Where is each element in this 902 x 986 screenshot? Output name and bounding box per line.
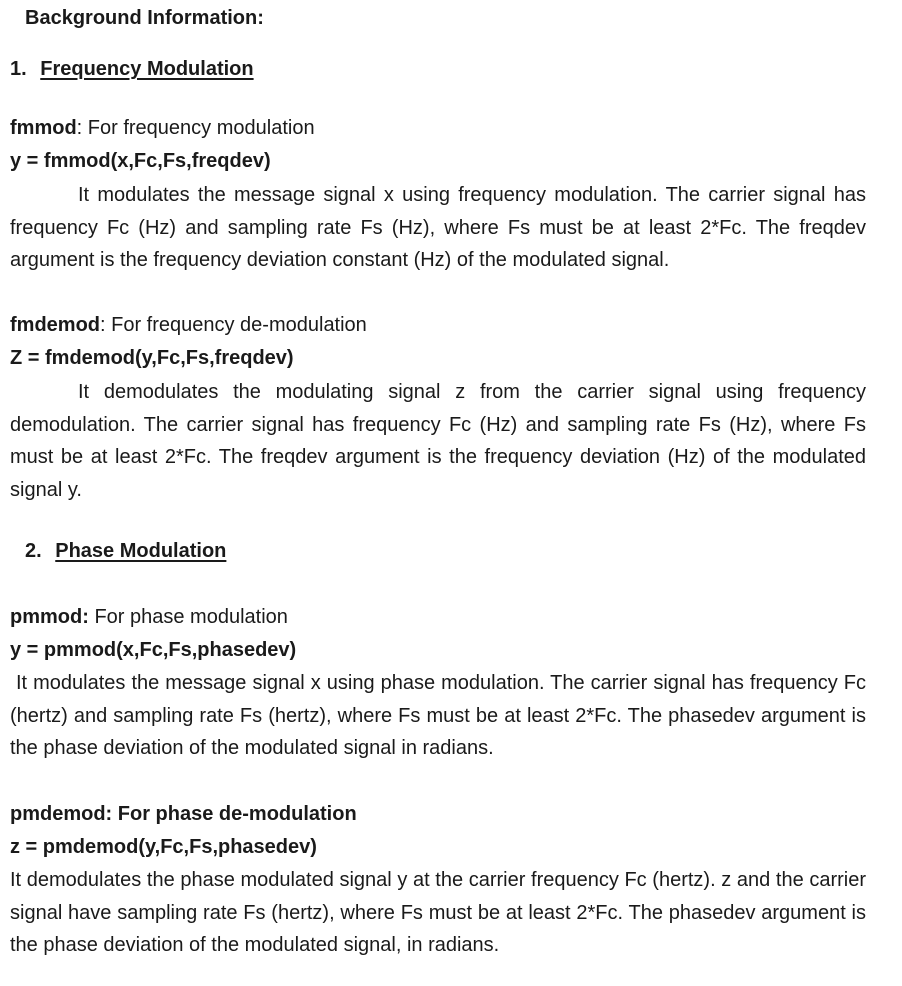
pmmod-heading — [10, 604, 288, 630]
fmmod-heading — [10, 115, 315, 141]
section-1-title: Frequency Modulation — [40, 58, 254, 80]
background-title: Background Information: — [25, 7, 264, 29]
pmdemod-heading: pmdemod: For phase de-modulation — [10, 803, 357, 825]
pmdemod-syntax: z = pmdemod(y,Fc,Fs,phasedev) — [10, 836, 317, 858]
section-2-number: 2. — [25, 540, 42, 562]
pmdemod-paragraph: It demodulates the phase modulated signal y at the carrier frequency Fc (hertz). z and the carrier signal have sampling rate Fs (hertz), where Fs must be at least 2*Fc. The phasedev argument is the phase deviation of the modulated signal, in radians. — [10, 869, 866, 957]
fmmod-desc: : For frequency modulation — [76, 117, 315, 139]
pmmod-syntax: y = pmmod(x,Fc,Fs,phasedev) — [10, 639, 297, 661]
fmdemod-paragraph: It demodulates the modulating signal z from the carrier signal using frequency demodulation. The carrier signal has frequency Fc (Hz) and sampling rate Fs (Hz), where Fs must be at least 2*Fc. The freqdev argument is the frequency deviation (Hz) of the modulated signal y. — [10, 381, 866, 502]
section-2-heading — [25, 538, 226, 564]
pmmod-paragraph: It modulates the message signal x using phase modulation. The carrier signal has frequency Fc (hertz) and sampling rate Fs (hertz), where Fs must be at least 2*Fc. The phasedev argument is the phase deviation of the modulated signal in radians. — [10, 672, 866, 760]
fmmod-paragraph: It modulates the message signal x using frequency modulation. The carrier signal has frequency Fc (Hz) and sampling rate Fs (Hz), where Fs must be at least 2*Fc. The freqdev argument is the frequency deviation constant (Hz) of the modulated signal. — [10, 184, 866, 272]
fmmod-syntax: y = fmmod(x,Fc,Fs,freqdev) — [10, 150, 271, 172]
pmmod-desc: For phase modulation — [88, 606, 288, 628]
fmdemod-syntax: Z = fmdemod(y,Fc,Fs,freqdev) — [10, 347, 294, 369]
section-1-heading — [10, 56, 254, 82]
fmmod-name: fmmod — [10, 117, 77, 139]
fmdemod-name: fmdemod — [10, 314, 100, 336]
section-1-number: 1. — [10, 58, 27, 80]
fmdemod-desc: : For frequency de-modulation — [100, 314, 367, 336]
section-2-title: Phase Modulation — [55, 540, 227, 562]
fmdemod-heading — [10, 312, 367, 338]
pmmod-name: pmmod: — [10, 606, 89, 628]
